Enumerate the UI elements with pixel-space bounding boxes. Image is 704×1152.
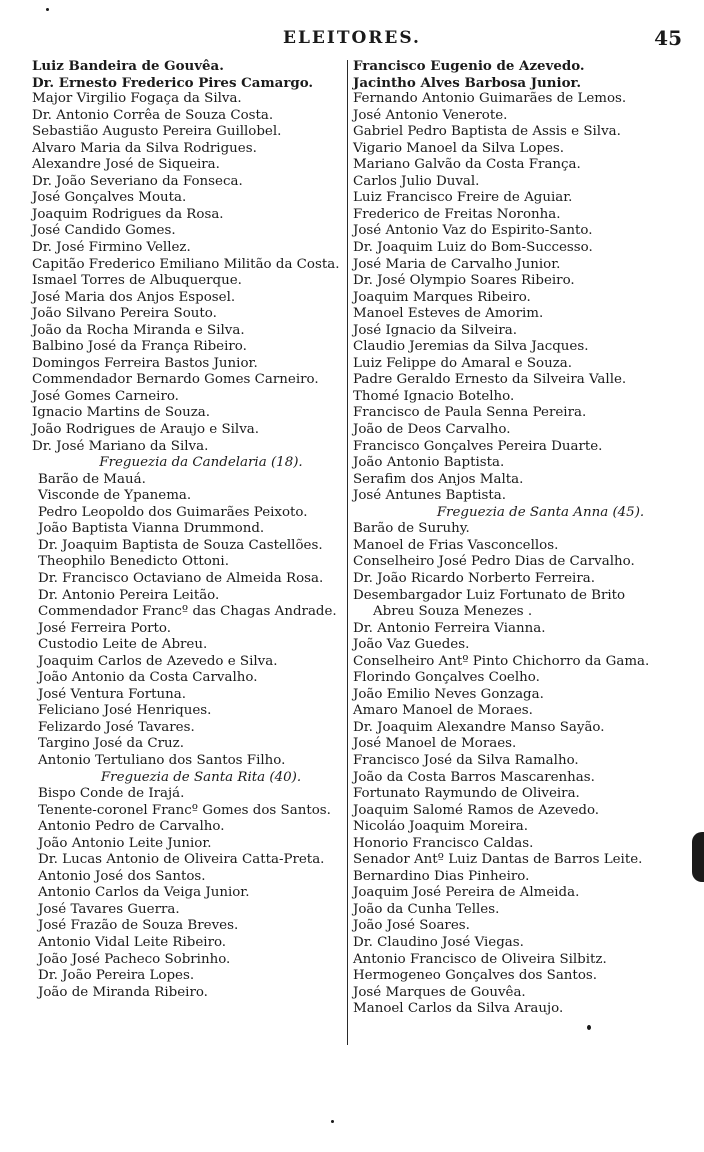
voter-entry: Antonio Francisco de Oliveira Silbitz. <box>353 951 607 967</box>
voter-entry: Carlos Julio Duval. <box>353 173 480 189</box>
voter-entry: Florindo Gonçalves Coelho. <box>353 670 540 686</box>
voter-entry: João Baptista Vianna Drummond. <box>38 521 265 537</box>
voter-entry: João José Pacheco Sobrinho. <box>38 951 231 967</box>
voter-entry: Joaquim José Pereira de Almeida. <box>353 885 580 901</box>
voter-entry: José Ventura Fortuna. <box>38 686 187 702</box>
voter-entry: João Rodrigues de Araujo e Silva. <box>32 422 260 438</box>
voter-entry: João de Deos Carvalho. <box>353 422 511 438</box>
voter-entry: Francisco José da Silva Ramalho. <box>353 752 579 768</box>
voter-entry: João José Soares. <box>353 918 470 934</box>
voter-entry: Thomé Ignacio Botelho. <box>353 388 515 404</box>
voter-entry: Ignacio Martins de Souza. <box>32 405 210 421</box>
voter-entry: Dr. João Ricardo Norberto Ferreira. <box>353 570 595 586</box>
voter-entry: Amaro Manoel de Moraes. <box>353 703 533 719</box>
voter-entry: Senador Antº Luiz Dantas de Barros Leite. <box>353 852 643 868</box>
voter-entry: Barão de Suruhy. <box>353 521 470 537</box>
voter-entry: Serafim dos Anjos Malta. <box>353 471 524 487</box>
voter-entry: Dr. Antonio Corrêa de Souza Costa. <box>32 107 274 123</box>
ink-speck-mark <box>587 1025 591 1030</box>
voter-entry: Bispo Conde de Irajá. <box>38 786 185 802</box>
voter-entry: Fernando Antonio Guimarães de Lemos. <box>353 91 627 107</box>
voter-entry: Feliciano José Henriques. <box>38 703 212 719</box>
voter-entry: Hermogeneo Gonçalves dos Santos. <box>353 968 598 984</box>
voter-entry: José Gomes Carneiro. <box>32 388 179 404</box>
voter-entry: João Silvano Pereira Souto. <box>32 306 217 322</box>
voter-entry: Capitão Frederico Emiliano Militão da Costa. <box>32 256 340 272</box>
voter-entry: Targino José da Cruz. <box>38 736 184 752</box>
voter-entry: José Antonio Venerote. <box>353 107 508 123</box>
voter-entry: João da Rocha Miranda e Silva. <box>32 322 245 338</box>
voter-entry: Mariano Galvão da Costa França. <box>353 157 581 173</box>
voter-entry: Joaquim Marques Ribeiro. <box>353 289 531 305</box>
voter-entry: Luiz Felippe do Amaral e Souza. <box>353 355 572 371</box>
voter-entry: Dr. Claudino José Viegas. <box>353 934 524 950</box>
voter-entry: Visconde de Ypanema. <box>38 488 192 504</box>
voter-entry: Commendador Bernardo Gomes Carneiro. <box>32 372 319 388</box>
voter-entry-multiline-start: Desembargador Luiz Fortunato de Brito <box>353 587 626 603</box>
voter-entry: Luiz Bandeira de Gouvêa. <box>32 58 224 74</box>
voter-entry: José Maria de Carvalho Junior. <box>353 256 561 272</box>
voter-entry: Dr. José Olympio Soares Ribeiro. <box>353 273 575 289</box>
voter-entry: Fortunato Raymundo de Oliveira. <box>353 786 580 802</box>
voter-entry: Francisco de Paula Senna Pereira. <box>353 405 587 421</box>
voter-entry: Dr. Joaquim Alexandre Manso Sayão. <box>353 719 605 735</box>
voter-entry: Pedro Leopoldo dos Guimarães Peixoto. <box>38 504 308 520</box>
voter-entry: Jacintho Alves Barbosa Junior. <box>353 74 582 91</box>
voter-entry: Conselheiro Antº Pinto Chichorro da Gama. <box>353 653 650 669</box>
voter-entry: Commendador Francº das Chagas Andrade. <box>38 604 337 620</box>
voter-entry: João Antonio da Costa Carvalho. <box>38 670 258 686</box>
voter-entry: José Antonio Vaz do Espirito-Santo. <box>353 223 593 239</box>
voter-entry: Alexandre José de Siqueira. <box>32 157 220 173</box>
voter-entry: Conselheiro José Pedro Dias de Carvalho. <box>353 554 635 570</box>
voter-entry: João Vaz Guedes. <box>353 637 470 653</box>
voter-entry: Claudio Jeremias da Silva Jacques. <box>353 339 589 355</box>
page-number: 45 <box>654 26 682 50</box>
voter-entry: Antonio José dos Santos. <box>38 868 206 884</box>
section-heading-santa-rita: Freguezia de Santa Rita (40). <box>100 769 302 785</box>
voter-entry: Sebastião Augusto Pereira Guillobel. <box>32 124 282 140</box>
voter-entry: Luiz Francisco Freire de Aguiar. <box>353 190 573 206</box>
right-column <box>353 58 688 1018</box>
voter-entry: José Maria dos Anjos Esposel. <box>32 289 236 305</box>
voter-entry: José Tavares Guerra. <box>38 901 180 917</box>
voter-entry: Dr. Lucas Antonio de Oliveira Catta-Preta. <box>38 852 325 868</box>
voter-entry: José Marques de Gouvêa. <box>353 984 526 1000</box>
voter-entry: Dr. Joaquim Baptista de Souza Castellões. <box>38 537 323 553</box>
voter-entry: Custodio Leite de Abreu. <box>38 637 208 653</box>
voter-entry: Dr. Ernesto Frederico Pires Camargo. <box>32 74 314 91</box>
voter-entry: Balbino José da França Ribeiro. <box>32 339 247 355</box>
left-column <box>32 58 352 1001</box>
voter-entry: João da Costa Barros Mascarenhas. <box>353 769 595 785</box>
voter-entry: João Antonio Leite Junior. <box>38 835 212 851</box>
section-heading-santa-anna: Freguezia de Santa Anna (45). <box>436 504 645 520</box>
voter-entry: Francisco Eugenio de Azevedo. <box>353 58 585 74</box>
voter-entry: Theophilo Benedicto Ottoni. <box>38 554 229 570</box>
voter-entry: João Emilio Neves Gonzaga. <box>353 686 544 702</box>
ink-speck-mark <box>46 8 49 11</box>
voter-entry: José Gonçalves Mouta. <box>32 190 187 206</box>
voter-entry: Tenente-coronel Francº Gomes dos Santos. <box>38 802 331 818</box>
voter-entry: Dr. José Firmino Vellez. <box>32 240 191 256</box>
voter-entry: Antonio Tertuliano dos Santos Filho. <box>38 752 286 768</box>
voter-entry: Antonio Pedro de Carvalho. <box>38 819 225 835</box>
voter-entry: Antonio Vidal Leite Ribeiro. <box>38 934 227 950</box>
voter-entry: Dr. Antonio Pereira Leitão. <box>38 587 220 603</box>
voter-entry: Alvaro Maria da Silva Rodrigues. <box>32 140 257 156</box>
voter-entry: José Ignacio da Silveira. <box>353 322 518 338</box>
voter-entry: Dr. João Pereira Lopes. <box>38 968 195 984</box>
voter-entry: Domingos Ferreira Bastos Junior. <box>32 355 258 371</box>
voter-entry: José Frazão de Souza Breves. <box>38 918 239 934</box>
voter-entry: Nicoláo Joaquim Moreira. <box>353 819 529 835</box>
section-heading-candelaria: Freguezia da Candelaria (18). <box>99 455 303 471</box>
voter-entry: Padre Geraldo Ernesto da Silveira Valle. <box>353 372 627 388</box>
voter-entry: Major Virgilio Fogaça da Silva. <box>32 91 242 107</box>
voter-entry: Manoel de Frias Vasconcellos. <box>353 537 559 553</box>
voter-entry: Vigario Manoel da Silva Lopes. <box>353 140 565 156</box>
voter-entry: Dr. Francisco Octaviano de Almeida Rosa. <box>38 570 324 586</box>
voter-entry: José Ferreira Porto. <box>38 620 172 636</box>
voter-entry: João da Cunha Telles. <box>353 901 500 917</box>
voter-entry: Dr. Antonio Ferreira Vianna. <box>353 620 546 636</box>
voter-entry: Antonio Carlos da Veiga Junior. <box>38 885 250 901</box>
voter-entry-multiline-cont: Abreu Souza Menezes . <box>373 604 533 620</box>
voter-entry: Manoel Carlos da Silva Araujo. <box>353 1001 564 1017</box>
voter-entry: Barão de Mauá. <box>38 471 146 487</box>
voter-entry: Dr. Joaquim Luiz do Bom-Successo. <box>353 240 593 256</box>
voter-entry: João de Miranda Ribeiro. <box>38 984 208 1000</box>
voter-entry: Joaquim Salomé Ramos de Azevedo. <box>353 802 600 818</box>
voter-entry: João Antonio Baptista. <box>353 455 505 471</box>
voter-entry: Joaquim Rodrigues da Rosa. <box>32 206 224 222</box>
voter-entry: José Manoel de Moraes. <box>353 736 517 752</box>
voter-entry: Francisco Gonçalves Pereira Duarte. <box>353 438 603 454</box>
voter-entry: Honorio Francisco Caldas. <box>353 835 534 851</box>
voter-entry: Manoel Esteves de Amorim. <box>353 306 544 322</box>
voter-entry: Ismael Torres de Albuquerque. <box>32 273 242 289</box>
voter-entry: José Antunes Baptista. <box>353 488 507 504</box>
voter-entry: Dr. José Mariano da Silva. <box>32 438 209 454</box>
voter-entry: Gabriel Pedro Baptista de Assis e Silva. <box>353 124 621 140</box>
ink-blot-mark <box>692 832 704 882</box>
page-title: ELEITORES. <box>283 28 421 48</box>
voter-entry: Joaquim Carlos de Azevedo e Silva. <box>38 653 278 669</box>
voter-entry: Bernardino Dias Pinheiro. <box>353 868 530 884</box>
voter-entry: Dr. João Severiano da Fonseca. <box>32 173 243 189</box>
voter-entry: José Candido Gomes. <box>32 223 176 239</box>
ink-speck-mark <box>331 1120 334 1123</box>
voter-entry: Felizardo José Tavares. <box>38 719 195 735</box>
voter-entry: Frederico de Freitas Noronha. <box>353 206 561 222</box>
